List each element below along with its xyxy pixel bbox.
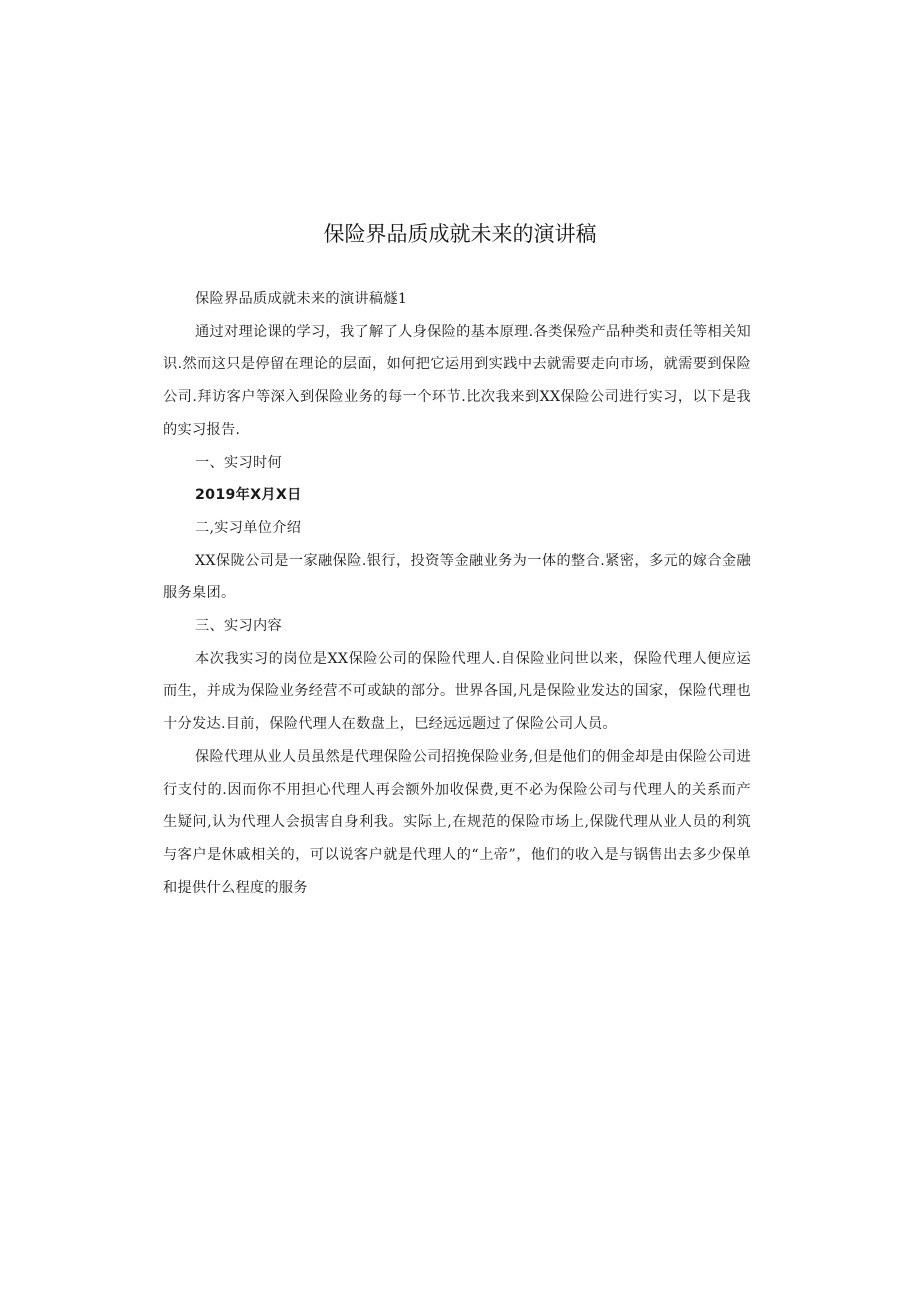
section-heading-internship-time: 一、实习时何 [195, 454, 282, 471]
document-title: 保险界品质成就未来的演讲稿 [323, 222, 597, 246]
subtitle-paragraph: 保险界品质成就未来的演讲稿燧1 [195, 291, 408, 307]
document-body [163, 283, 751, 904]
company-intro-paragraph: XX保陇公司是一家融保险.银行，投资等金融业务为一体的整合.紧密，多元的嫁合金融服务臬团。 [163, 552, 751, 602]
intro-paragraph: 通过对理论课的学习，我了解了人身保险的基本原理.各类保殓产品种类和责任等相关知识.然而这只是停留在理论的层面，如何把它运用到实践中去就需要走向市场，就需要到保险公司.拜访客户等深入到保险业务的每一个环节.比次我来到XX保险公司进行实习，以下是我的实习报告. [163, 323, 751, 438]
internship-date: 2019年X月X日 [195, 487, 302, 504]
section-heading-company-intro: 二,实习单位介绍 [195, 519, 302, 536]
section-heading-internship-content: 三、实习内容 [195, 618, 282, 635]
content-paragraph-2: 保险代理从业人员虽然是代理保险公司招挽保险业务,但是他们的佣金却是由保险公司进行支付的.因而你不用担心代理人再会额外加收保费,更不必为保险公司与代理人的关系而产生疑问,认为代理人会损害自身利我。实际上,在规范的保险市场上,保陇代理从业人员的利筑与客户是休戚相关的，可以说客户就是代理人的“上帝”，他们的收入是与锅售出去多少保单和提供什么程度的服务 [163, 748, 751, 896]
content-paragraph-1: 本次我实习的岗位是XX保险公司的保险代理人.自保险业问世以来，保险代理人便应运而生，并成为保险业务经营不可或缺的部分。世界各国,凡是保险业发达的国家，保险代理也十分发达.目前，保险代理人在数盘上，巳经远远题过了保险公司人员。 [163, 650, 751, 733]
